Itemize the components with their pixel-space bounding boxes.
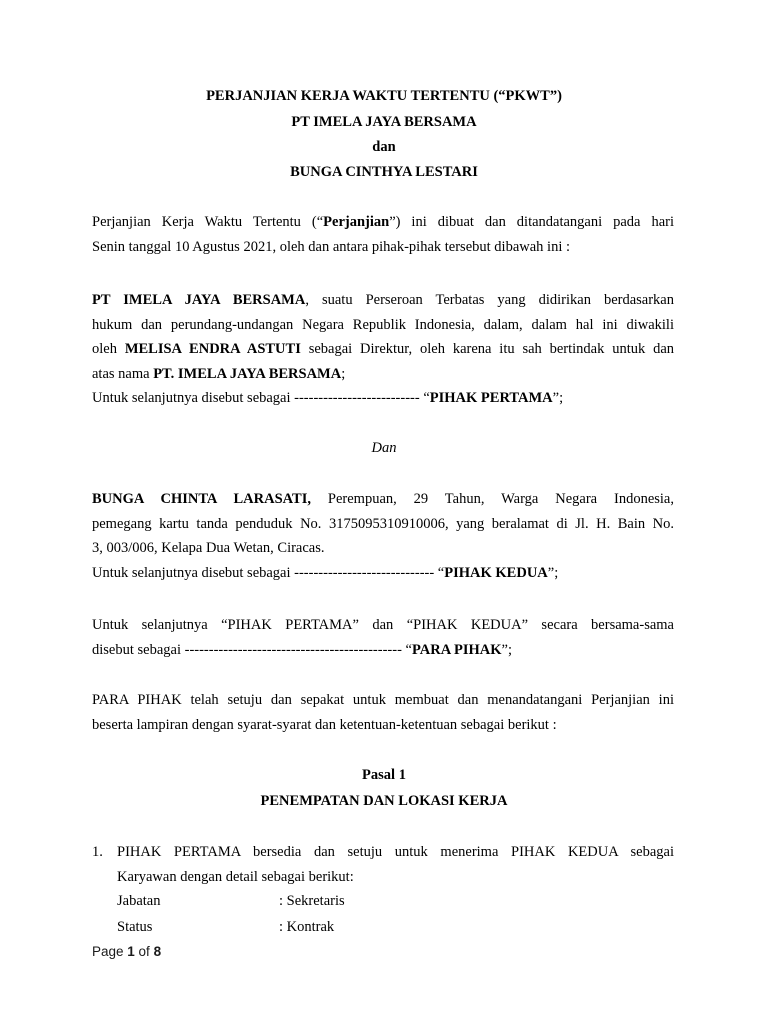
first-party-line-2: hukum dan perundang-undangan Negara Republik Indonesia, dalam, dalam hal ini diwakili — [92, 316, 674, 333]
of-word: of — [134, 944, 154, 959]
first-party-designation: Untuk selanjutnya disebut sebagai -------------------------- “PIHAK PERTAMA”; — [92, 390, 564, 406]
intro-line-1: Perjanjian Kerja Waktu Tertentu (“Perjanjian”) ini dibuat dan ditandatangani pada hari — [92, 214, 674, 230]
detail-value-status: : Kontrak — [279, 919, 335, 935]
detail-label-status: Status — [117, 919, 153, 935]
pasal-title: PENEMPATAN DAN LOKASI KERJA — [260, 793, 508, 809]
page-footer — [92, 944, 161, 959]
intro-line-2: Senin tanggal 10 Agustus 2021, oleh dan antara pihak-pihak tersebut dibawah ini : — [92, 238, 570, 255]
second-party-designation: Untuk selanjutnya disebut sebagai ----------------------------- “PIHAK KEDUA”; — [92, 564, 559, 581]
dan-separator: Dan — [371, 440, 397, 456]
first-party-line-3: oleh MELISA ENDRA ASTUTI sebagai Direktur, oleh karena itu sah bertindak untuk dan — [92, 341, 675, 357]
second-party-line-2: pemegang kartu tanda penduduk No. 3175095310910006, yang beralamat di Jl. H. Bain No. — [92, 515, 674, 532]
second-party-line-1: BUNGA CHINTA LARASATI, Perempuan, 29 Tahun, Warga Negara Indonesia, — [92, 491, 674, 507]
first-party-line-1: PT IMELA JAYA BERSAMA, suatu Perseroan Terbatas yang didirikan berdasarkan — [92, 292, 674, 308]
company-name-heading: PT IMELA JAYA BERSAMA — [291, 114, 477, 130]
parties-designation: disebut sebagai --------------------------------------------- “PARA PIHAK”; — [92, 641, 512, 658]
parties-paragraph — [92, 613, 674, 662]
agreement-line-2: beserta lampiran dengan syarat-syarat dan ketentuan-ketentuan sebagai berikut : — [92, 716, 557, 733]
detail-value-jabatan: : Sekretaris — [279, 893, 345, 909]
employee-name-heading: BUNGA CINTHYA LESTARI — [290, 164, 478, 180]
current-page-number: 1 — [127, 944, 135, 959]
agreement-line-1: PARA PIHAK telah setuju dan sepakat untuk membuat dan menandatangani Perjanjian ini — [92, 692, 674, 708]
agreement-paragraph — [92, 688, 674, 737]
item-1-line-2: Karyawan dengan detail sebagai berikut: — [117, 868, 354, 885]
detail-label-jabatan: Jabatan — [117, 893, 161, 909]
parties-line-1: Untuk selanjutnya “PIHAK PERTAMA” dan “PIHAK KEDUA” secara bersama-sama — [92, 617, 674, 633]
document-title: PERJANJIAN KERJA WAKTU TERTENTU (“PKWT”) — [206, 88, 562, 104]
page-word: Page — [92, 944, 128, 959]
pasal-number: Pasal 1 — [362, 767, 406, 783]
item-1-line-1: PIHAK PERTAMA bersedia dan setuju untuk menerima PIHAK KEDUA sebagai — [117, 844, 674, 860]
second-party-line-3: 3, 003/006, Kelapa Dua Wetan, Ciracas. — [92, 540, 325, 556]
conjunction-heading: dan — [372, 139, 396, 155]
first-party-paragraph — [92, 288, 674, 411]
intro-paragraph — [92, 210, 674, 259]
item-1-body — [117, 840, 674, 889]
total-page-count: 8 — [153, 944, 162, 959]
first-party-line-4: atas nama PT. IMELA JAYA BERSAMA; — [92, 365, 346, 382]
second-party-paragraph — [92, 487, 674, 585]
item-number: 1. — [92, 844, 103, 860]
